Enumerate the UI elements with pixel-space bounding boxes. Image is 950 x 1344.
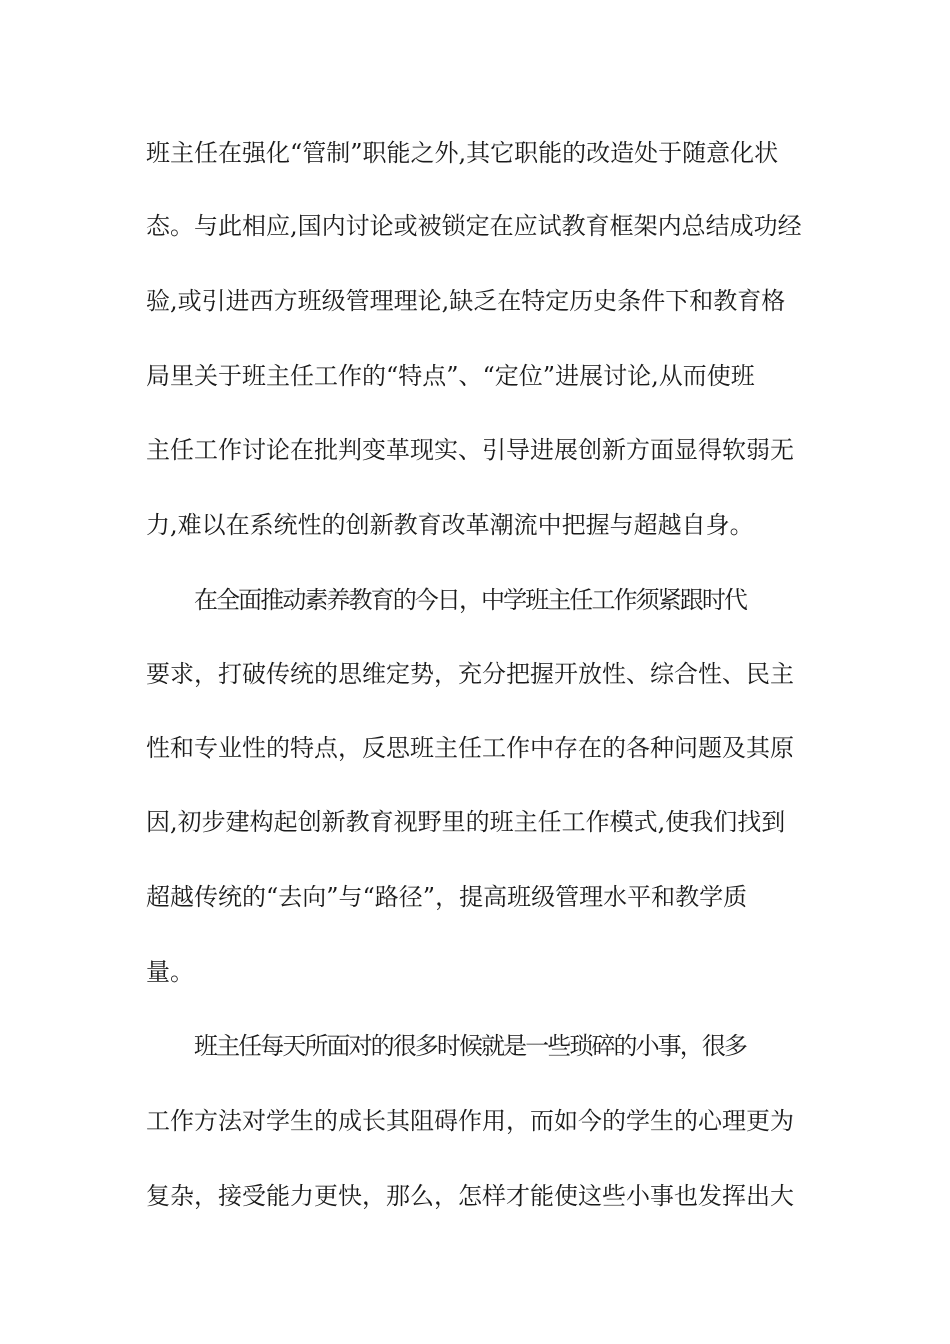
paragraph-2-line-6: 量。 [146, 958, 194, 986]
paragraph-1-line-4: 局里关于班主任工作的“特点”、“定位”进展讨论,从而使班 [146, 362, 755, 390]
paragraph-1-line-3: 验,或引进西方班级管理理论,缺乏在特定历史条件下和教育格 [146, 287, 786, 315]
paragraph-3-line-3: 复杂，接受能力更快，那么，怎样才能使这些小事也发挥出大 [146, 1182, 794, 1210]
paragraph-2-line-5: 超越传统的“去向”与“路径”，提高班级管理水平和教学质 [146, 883, 748, 911]
paragraph-1-line-2: 态。与此相应,国内讨论或被锁定在应试教育框架内总结成功经 [146, 212, 802, 240]
paragraph-1-line-5: 主任工作讨论在批判变革现实、引导进展创新方面显得软弱无 [146, 436, 794, 464]
paragraph-2-line-4: 因,初步建构起创新教育视野里的班主任工作模式,使我们找到 [146, 808, 786, 836]
paragraph-2-line-2: 要求，打破传统的思维定势，充分把握开放性、综合性、民主 [146, 660, 794, 688]
paragraph-3-line-1: 班主任每天所面对的很多时候就是一些琐碎的小事，很多 [194, 1032, 746, 1060]
paragraph-3-line-2: 工作方法对学生的成长其阻碍作用，而如今的学生的心理更为 [146, 1107, 794, 1135]
paragraph-1-line-1: 班主任在强化“管制”职能之外,其它职能的改造处于随意化状 [146, 139, 779, 167]
paragraph-2-line-3: 性和专业性的特点，反思班主任工作中存在的各种问题及其原 [146, 734, 794, 762]
paragraph-2-line-1: 在全面推动素养教育的今日，中学班主任工作须紧跟时代 [194, 586, 746, 614]
paragraph-1-line-6: 力,难以在系统性的创新教育改革潮流中把握与超越自身。 [146, 511, 754, 539]
